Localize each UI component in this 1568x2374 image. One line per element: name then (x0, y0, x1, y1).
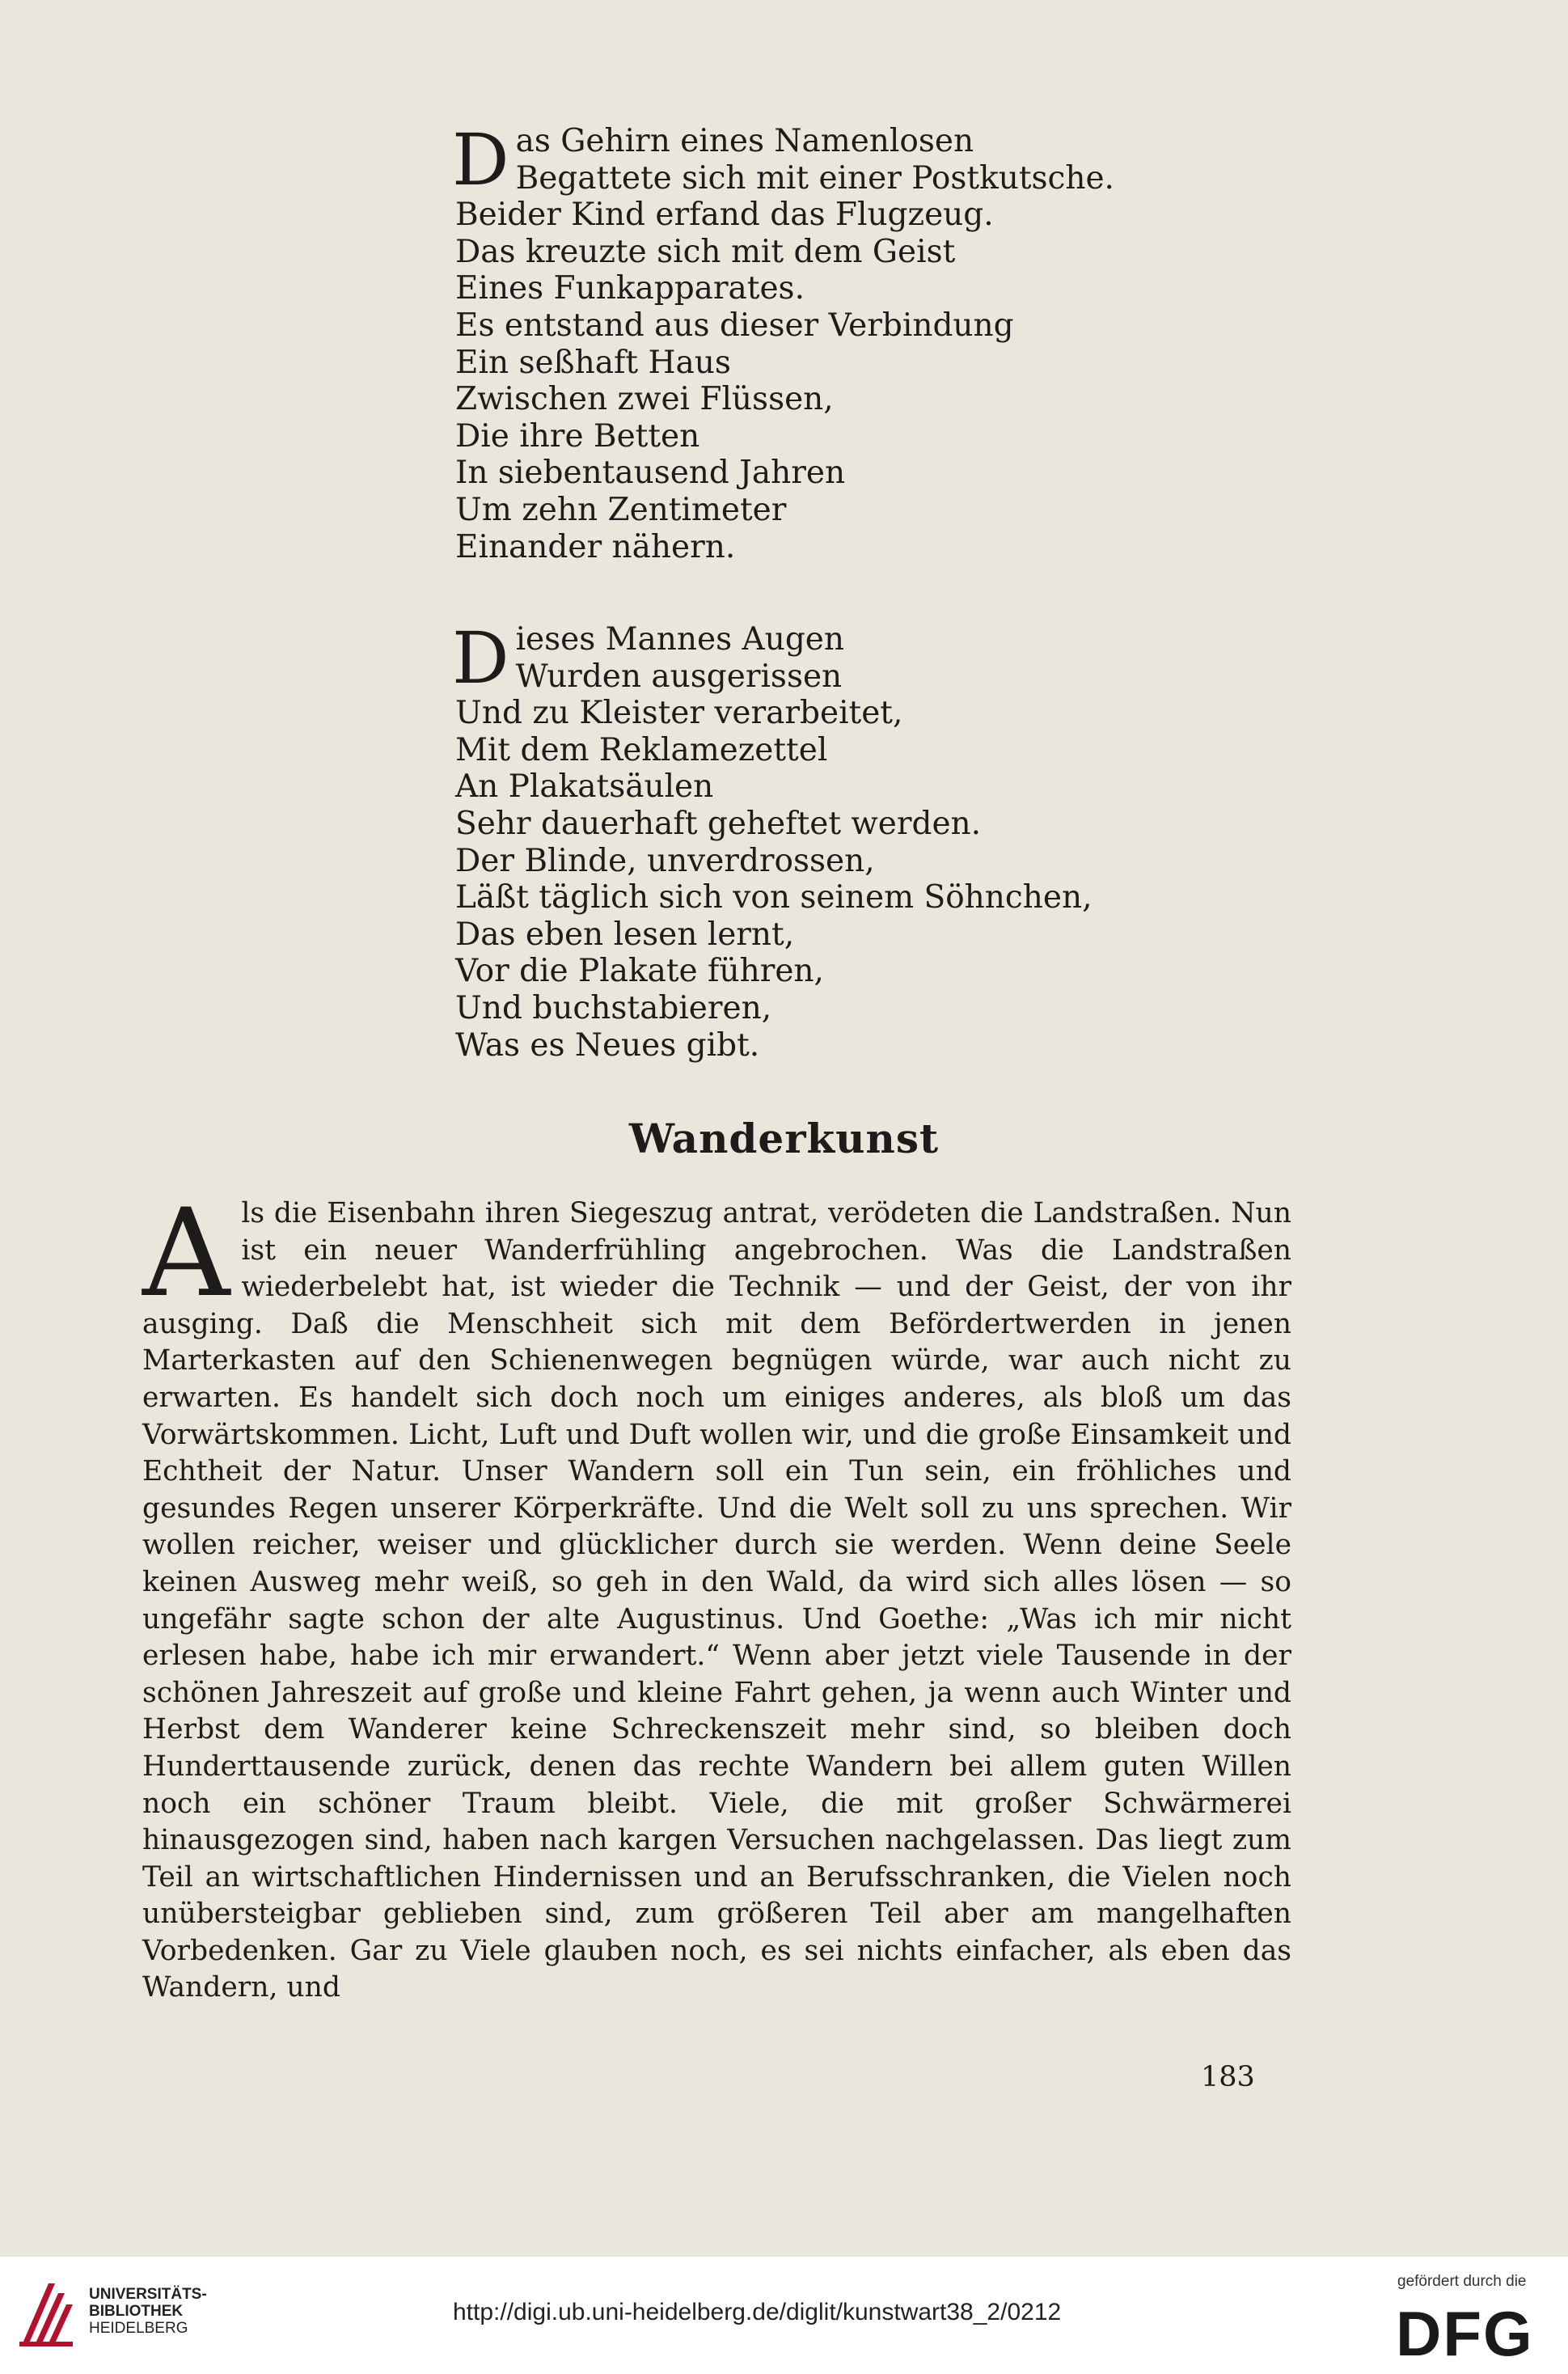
poem2-line: Das eben lesen lernt, (455, 916, 795, 953)
dfg-logo: DFG (1396, 2298, 1534, 2369)
library-name-line3: HEIDELBERG (89, 2320, 188, 2337)
poem2-line: Was es Neues gibt. (455, 1026, 760, 1064)
poem-second-initial: D (452, 616, 509, 700)
poem2-line: Wurden ausgerissen (515, 658, 843, 695)
university-logo-icon (16, 2277, 76, 2350)
poem-second-lines (455, 621, 1092, 1064)
footer-bar (0, 2257, 1568, 2374)
poem2-line: Und zu Kleister verarbeitet, (455, 695, 903, 732)
article-body (142, 1183, 1291, 2007)
article-paragraph: ls die Eisenbahn ihren Siegeszug antrat, verödeten die Landstraßen. Nun ist ein neuer Wanderfrühling angebrochen. Was die Landstraßen wiederbelebt hat, ist wieder die Technik — und der Geist, der von ihr ausging. Daß die Menschheit sich mit dem Befördertwerden in jenen Marterkasten auf den Schienenwegen begnügen würde, war auch nicht zu erwarten. Es handelt sich doch noch um einiges anderes, als bloß um das Vorwärtskommen. Licht, Luft und Duft wollen wir, und die große Einsamkeit und Echtheit der Natur. Unser Wandern soll ein Tun sein, ein fröhliches und gesundes Regen unserer Körperkräfte. Und die Welt soll zu uns sprechen. Wir wollen reicher, weiser und glücklicher durch sie werden. Wenn deine Seele keinen Ausweg mehr weiß, so geh in den Wald, da wird sich alles lösen — so ungefähr sagte schon der alte Augustinus. Und Goethe: „Was ich mir nicht erlesen habe, habe ich mir erwandert.“ Wenn aber jetzt viele Tausende in der schönen Jahreszeit auf große und kleine Fahrt gehen, ja wenn auch Winter und Herbst dem Wanderer keine Schreckenszeit mehr sind, so bleiben doch Hunderttausende zurück, denen das rechte Wandern bei allem guten Willen noch ein schöner Traum bleibt. Viele, die mit großer Schwärmerei hinausgezogen sind, haben nach kargen Versuchen nachgelassen. Das liegt zum Teil an wirtschaftlichen Hindernissen und an Berufsschranken, die Vielen noch unübersteigbar geblieben sind, zum größeren Teil aber am mangelhaften Vorbedenken. Gar zu Viele glauben noch, es sei nichts einfacher, als eben das Wandern, und (142, 1197, 1291, 2004)
poem1-line: Zwischen zwei Flüssen, (455, 381, 834, 418)
poem-first-lines (455, 123, 1114, 565)
poem1-line: Beider Kind erfand das Flugzeug. (455, 197, 994, 234)
poem-first-initial: D (452, 118, 509, 201)
poem1-line: Eines Funkapparates. (455, 270, 805, 307)
poem1-line: Um zehn Zentimeter (455, 491, 787, 528)
poem1-line: Die ihre Betten (455, 417, 700, 455)
library-name-line2: BIBLIOTHEK (89, 2303, 184, 2320)
poem2-line: An Plakatsäulen (455, 768, 714, 806)
poem1-line: Ein seßhaft Haus (455, 344, 731, 381)
poem1-line: as Gehirn eines Namenlosen (515, 123, 974, 159)
poem-first (452, 118, 1114, 565)
poem2-line: ieses Mannes Augen (515, 621, 844, 658)
library-name (89, 2286, 207, 2337)
library-name-line1: UNIVERSITÄTS- (89, 2286, 207, 2303)
poem2-line: Und buchstabieren, (455, 989, 772, 1026)
poem2-line: Sehr dauerhaft geheftet werden. (455, 805, 982, 842)
poem2-line: Der Blinde, unverdrossen, (455, 842, 875, 879)
poem2-line: Vor die Plakate führen, (455, 953, 824, 990)
article-initial: A (142, 1183, 230, 1324)
source-url-link[interactable]: http://digi.ub.uni-heidelberg.de/diglit/kunstwart38_2/0212 (453, 2299, 1062, 2325)
poem-second (452, 616, 1093, 1064)
poem2-line: Läßt täglich sich von seinem Söhnchen, (455, 879, 1093, 916)
poem1-line: Einander nähern. (455, 528, 736, 565)
poem1-line: Begattete sich mit einer Postkutsche. (515, 159, 1114, 197)
poem1-line: In siebentausend Jahren (455, 455, 846, 492)
funding-note: gefördert durch die (1397, 2273, 1527, 2290)
poem1-line: Das kreuzte sich mit dem Geist (455, 233, 956, 270)
article-heading: Wanderkunst (628, 1115, 940, 1162)
poem2-line: Mit dem Reklamezettel (455, 731, 828, 768)
page-number: 183 (1201, 2061, 1255, 2093)
poem1-line: Es entstand aus dieser Verbindung (455, 307, 1014, 344)
